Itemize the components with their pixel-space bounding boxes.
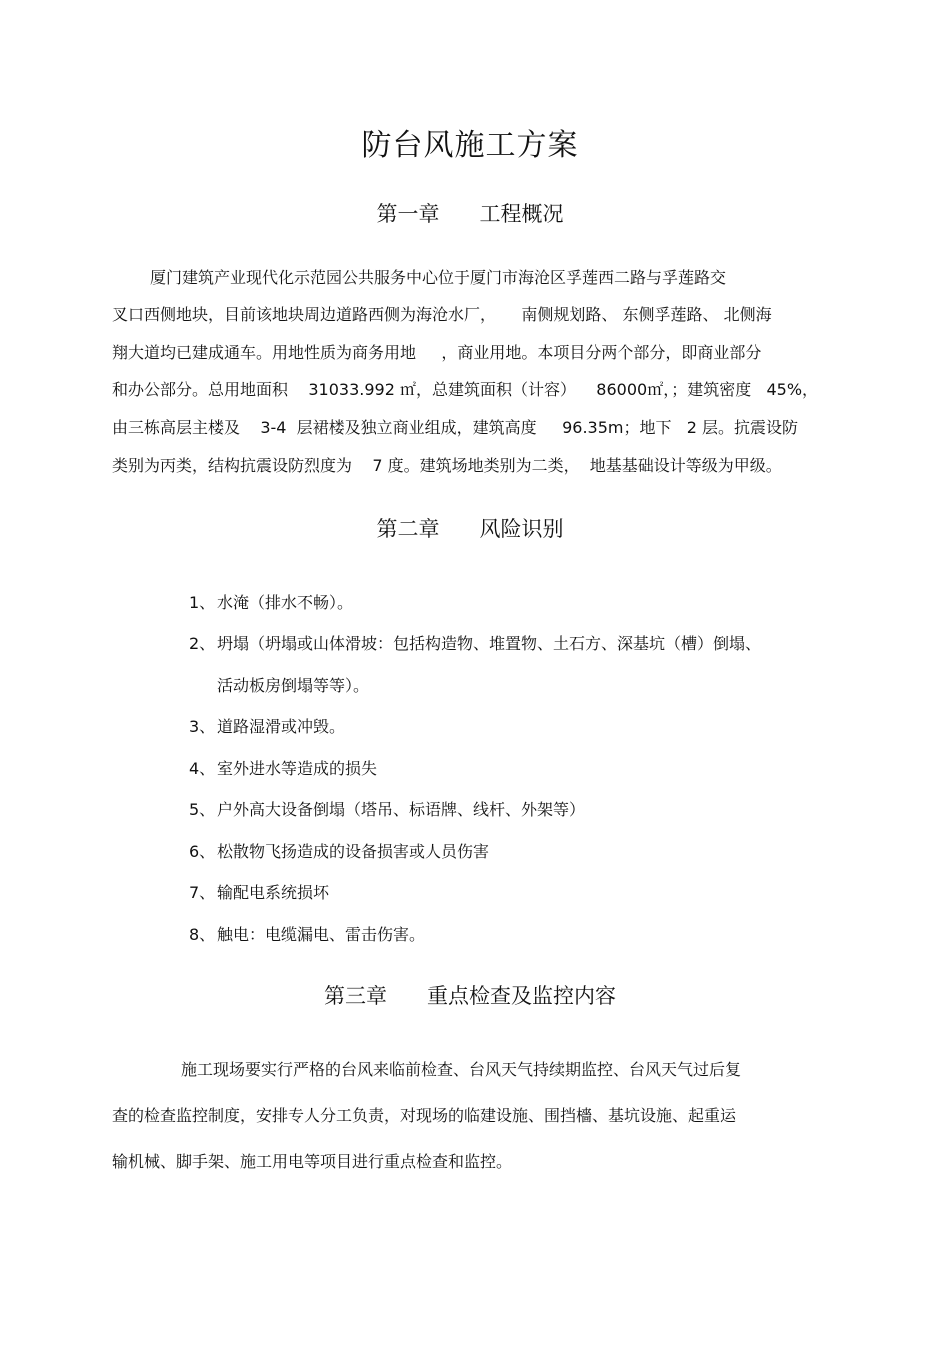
ch1-paragraph-line: 叉口西侧地块，目前该地块周边道路西侧为海沧水厂， 南侧规划路、 东侧孚莲路、 北侧海 <box>112 305 772 324</box>
chapter-2-number: 第二章 <box>376 517 440 541</box>
ch3-paragraph-line: 施工现场要实行严格的台风来临前检查、台风天气持续期监控、台风天气过后复 <box>181 1060 742 1079</box>
chapter-1-title: 工程概况 <box>479 202 564 226</box>
ch1-paragraph-line: 由三栋高层主楼及 3-4 层裙楼及独立商业组成，建筑高度 96.35m；地下 2 层。抗震设防 <box>112 418 798 437</box>
risk-item: 8、 触电：电缆漏电、雷击伤害。 <box>189 925 426 944</box>
ch1-paragraph-line: 厦门建筑产业现代化示范园公共服务中心位于厦门市海沧区孚莲西二路与孚莲路交 <box>150 268 727 287</box>
chapter-1-number: 第一章 <box>376 202 440 226</box>
ch1-paragraph-line: 类别为丙类，结构抗震设防烈度为 7 度。建筑场地类别为二类， 地基基础设计等级为甲级。 <box>112 456 782 475</box>
risk-item: 7、 输配电系统损坏 <box>189 883 330 902</box>
risk-item: 2、 坍塌（坍塌或山体滑坡：包括构造物、堆置物、土石方、深基坑（槽）倒塌、 <box>189 634 762 653</box>
risk-item: 5、 户外高大设备倒塌（塔吊、标语牌、线杆、外架等） <box>189 800 586 819</box>
ch3-paragraph-line: 输机械、脚手架、施工用电等项目进行重点检查和监控。 <box>112 1152 513 1171</box>
risk-item: 3、 道路湿滑或冲毁。 <box>189 717 346 736</box>
chapter-3-number: 第三章 <box>324 984 387 1008</box>
ch1-paragraph-line: 翔大道均已建成通车。用地性质为商务用地 ，商业用地。本项目分两个部分，即商业部分 <box>112 343 762 362</box>
document-title: 防台风施工方案 <box>361 128 579 163</box>
chapter-1-heading <box>0 198 940 228</box>
risk-item: 1、 水淹（排水不畅）。 <box>189 593 354 612</box>
chapter-3-title: 重点检查及监控内容 <box>427 984 616 1008</box>
ch1-paragraph-line: 和办公部分。总用地面积 31033.992 ㎡，总建筑面积（计容） 86000㎡，；建筑密度 45%， <box>112 380 819 399</box>
ch3-paragraph-line: 查的检查监控制度，安排专人分工负责，对现场的临建设施、围挡檣、基坑设施、起重运 <box>112 1106 737 1125</box>
chapter-2-heading <box>0 513 940 543</box>
risk-item-continued: 活动板房倒塌等等）。 <box>217 676 370 695</box>
risk-item: 4、 室外进水等造成的损失 <box>189 759 378 778</box>
chapter-2-title: 风险识别 <box>479 517 564 541</box>
risk-item: 6、 松散物飞扬造成的设备损害或人员伤害 <box>189 842 490 861</box>
chapter-3-heading <box>0 980 940 1010</box>
